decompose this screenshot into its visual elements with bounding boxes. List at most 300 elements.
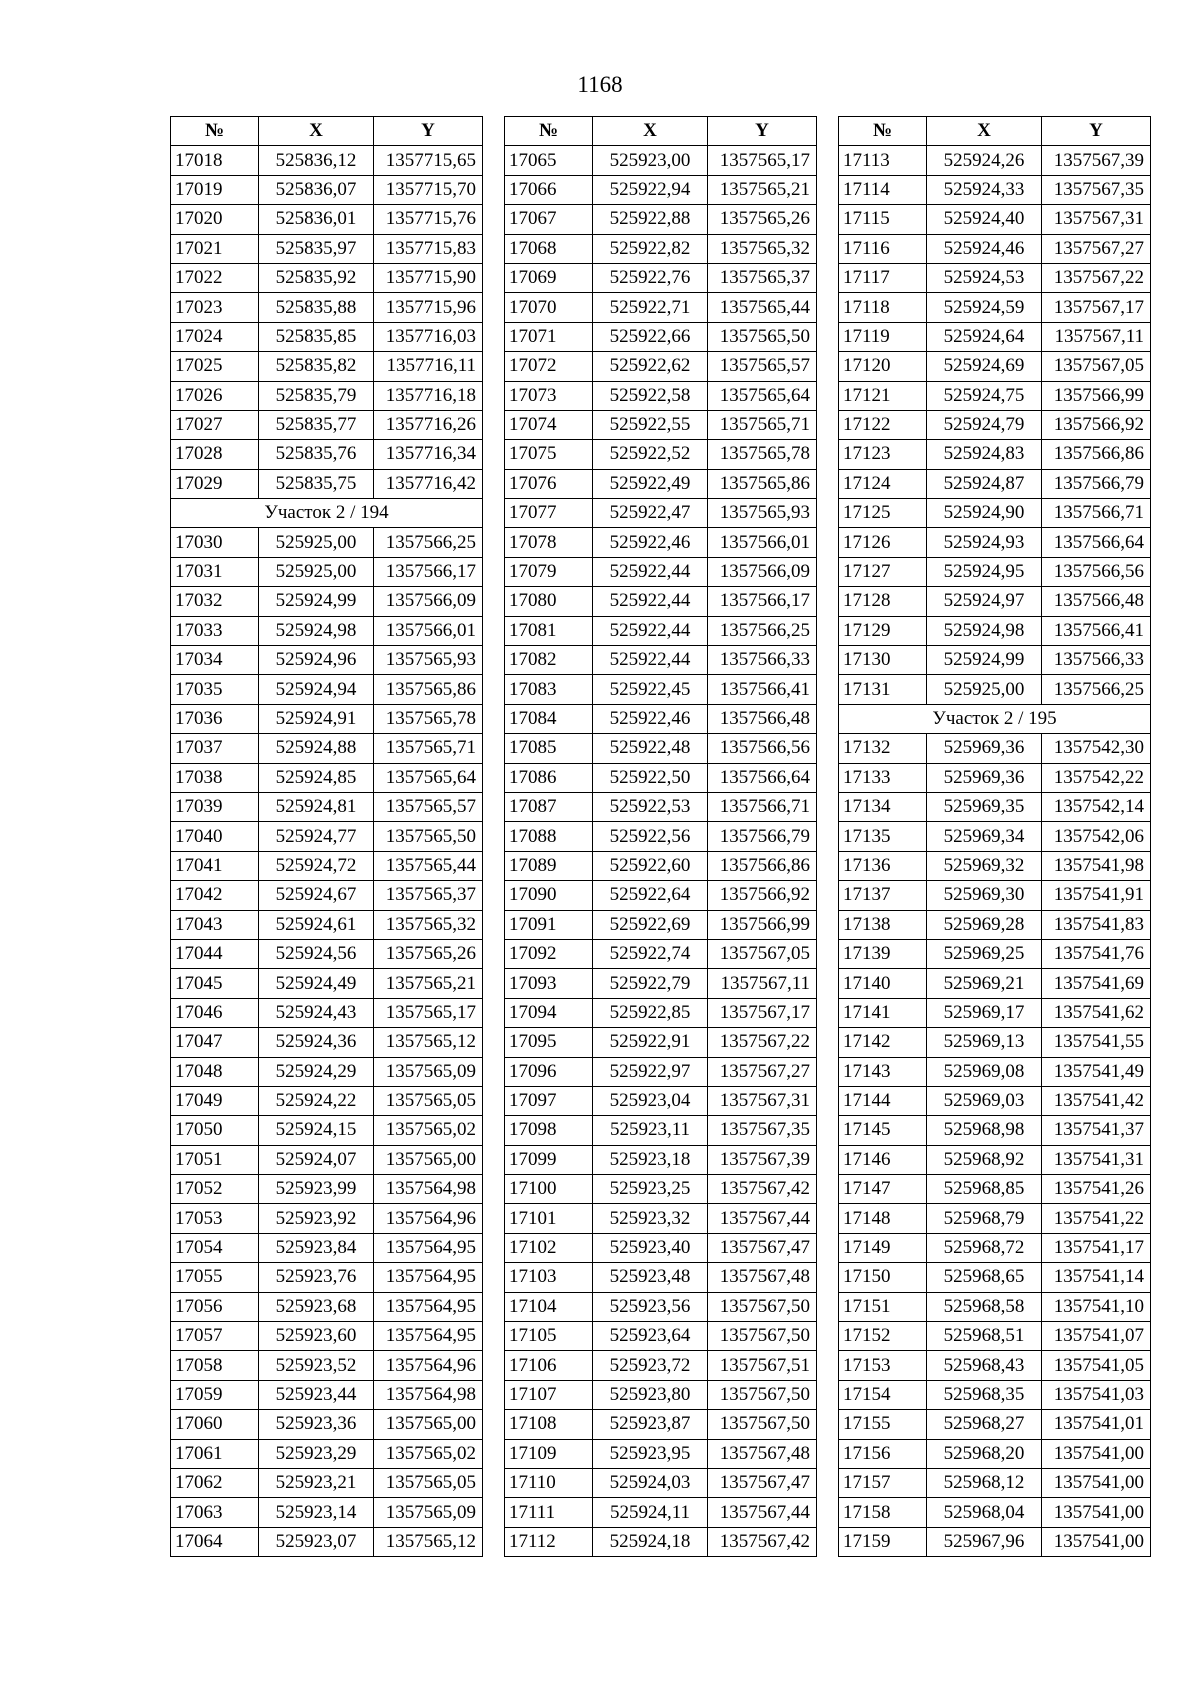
table-row — [839, 293, 1151, 322]
table-row — [505, 675, 817, 704]
table-row — [171, 881, 483, 910]
table-row — [171, 734, 483, 763]
point-number-cell: 17099 — [505, 1145, 593, 1174]
table-row — [505, 587, 817, 616]
x-coordinate-cell: 525835,79 — [259, 381, 374, 410]
header-x: X — [927, 117, 1042, 146]
y-coordinate-cell: 1357565,09 — [374, 1498, 483, 1527]
point-number-cell: 17024 — [171, 322, 259, 351]
point-number-cell: 17027 — [171, 410, 259, 439]
point-number-cell: 17072 — [505, 352, 593, 381]
table-row — [839, 1175, 1151, 1204]
point-number-cell: 17074 — [505, 410, 593, 439]
point-number-cell: 17112 — [505, 1527, 593, 1556]
table-row — [505, 792, 817, 821]
y-coordinate-cell: 1357542,06 — [1042, 822, 1151, 851]
x-coordinate-cell: 525835,92 — [259, 263, 374, 292]
x-coordinate-cell: 525924,90 — [927, 499, 1042, 528]
x-coordinate-cell: 525922,69 — [593, 910, 708, 939]
point-number-cell: 17077 — [505, 499, 593, 528]
x-coordinate-cell: 525924,22 — [259, 1086, 374, 1115]
point-number-cell: 17138 — [839, 910, 927, 939]
y-coordinate-cell: 1357565,93 — [708, 499, 817, 528]
x-coordinate-cell: 525924,40 — [927, 205, 1042, 234]
point-number-cell: 17019 — [171, 175, 259, 204]
y-coordinate-cell: 1357566,33 — [1042, 646, 1151, 675]
point-number-cell: 17125 — [839, 499, 927, 528]
y-coordinate-cell: 1357541,01 — [1042, 1410, 1151, 1439]
y-coordinate-cell: 1357715,83 — [374, 234, 483, 263]
y-coordinate-cell: 1357541,07 — [1042, 1322, 1151, 1351]
point-number-cell: 17118 — [839, 293, 927, 322]
x-coordinate-cell: 525923,40 — [593, 1233, 708, 1262]
table-row — [505, 998, 817, 1027]
coordinate-table-1 — [170, 116, 483, 1557]
table-row — [839, 1057, 1151, 1086]
x-coordinate-cell: 525924,36 — [259, 1028, 374, 1057]
point-number-cell: 17157 — [839, 1468, 927, 1497]
table-row — [505, 234, 817, 263]
x-coordinate-cell: 525924,93 — [927, 528, 1042, 557]
table-row — [839, 1439, 1151, 1468]
x-coordinate-cell: 525922,94 — [593, 175, 708, 204]
y-coordinate-cell: 1357565,44 — [708, 293, 817, 322]
table-row — [171, 1468, 483, 1497]
point-number-cell: 17073 — [505, 381, 593, 410]
table-row — [171, 1527, 483, 1556]
table-row — [171, 587, 483, 616]
point-number-cell: 17039 — [171, 792, 259, 821]
y-coordinate-cell: 1357541,69 — [1042, 969, 1151, 998]
table-row — [839, 1322, 1151, 1351]
x-coordinate-cell: 525836,07 — [259, 175, 374, 204]
y-coordinate-cell: 1357566,48 — [708, 704, 817, 733]
point-number-cell: 17102 — [505, 1233, 593, 1262]
point-number-cell: 17033 — [171, 616, 259, 645]
x-coordinate-cell: 525922,82 — [593, 234, 708, 263]
point-number-cell: 17021 — [171, 234, 259, 263]
point-number-cell: 17023 — [171, 293, 259, 322]
table-header-row — [839, 117, 1151, 146]
x-coordinate-cell: 525923,21 — [259, 1468, 374, 1497]
table-row — [839, 763, 1151, 792]
y-coordinate-cell: 1357541,91 — [1042, 881, 1151, 910]
x-coordinate-cell: 525924,18 — [593, 1527, 708, 1556]
point-number-cell: 17088 — [505, 822, 593, 851]
table-row — [839, 587, 1151, 616]
point-number-cell: 17129 — [839, 616, 927, 645]
point-number-cell: 17139 — [839, 939, 927, 968]
table-row — [171, 1028, 483, 1057]
point-number-cell: 17044 — [171, 939, 259, 968]
table-row — [505, 822, 817, 851]
x-coordinate-cell: 525924,64 — [927, 322, 1042, 351]
point-number-cell: 17106 — [505, 1351, 593, 1380]
point-number-cell: 17093 — [505, 969, 593, 998]
x-coordinate-cell: 525968,72 — [927, 1233, 1042, 1262]
y-coordinate-cell: 1357565,09 — [374, 1057, 483, 1086]
point-number-cell: 17144 — [839, 1086, 927, 1115]
point-number-cell: 17043 — [171, 910, 259, 939]
table-row — [171, 998, 483, 1027]
table-row — [505, 146, 817, 175]
table-header-row — [171, 117, 483, 146]
y-coordinate-cell: 1357567,31 — [708, 1086, 817, 1115]
table-row — [505, 1380, 817, 1409]
point-number-cell: 17140 — [839, 969, 927, 998]
point-number-cell: 17098 — [505, 1116, 593, 1145]
table-row — [171, 352, 483, 381]
y-coordinate-cell: 1357566,09 — [708, 557, 817, 586]
x-coordinate-cell: 525922,52 — [593, 440, 708, 469]
table-row — [505, 322, 817, 351]
table-row — [839, 528, 1151, 557]
y-coordinate-cell: 1357567,17 — [1042, 293, 1151, 322]
y-coordinate-cell: 1357565,12 — [374, 1028, 483, 1057]
y-coordinate-cell: 1357564,95 — [374, 1322, 483, 1351]
table-row — [505, 704, 817, 733]
table-row — [839, 263, 1151, 292]
point-number-cell: 17149 — [839, 1233, 927, 1262]
table-row — [839, 1086, 1151, 1115]
table-row — [171, 1292, 483, 1321]
table-row — [839, 1204, 1151, 1233]
x-coordinate-cell: 525835,97 — [259, 234, 374, 263]
table-row — [171, 322, 483, 351]
y-coordinate-cell: 1357565,37 — [708, 263, 817, 292]
table-row — [171, 557, 483, 586]
table-row — [171, 675, 483, 704]
point-number-cell: 17046 — [171, 998, 259, 1027]
point-number-cell: 17049 — [171, 1086, 259, 1115]
point-number-cell: 17076 — [505, 469, 593, 498]
header-x: X — [593, 117, 708, 146]
x-coordinate-cell: 525922,44 — [593, 557, 708, 586]
x-coordinate-cell: 525922,47 — [593, 499, 708, 528]
y-coordinate-cell: 1357716,42 — [374, 469, 483, 498]
y-coordinate-cell: 1357565,57 — [374, 792, 483, 821]
x-coordinate-cell: 525924,94 — [259, 675, 374, 704]
y-coordinate-cell: 1357566,25 — [374, 528, 483, 557]
y-coordinate-cell: 1357565,86 — [374, 675, 483, 704]
point-number-cell: 17089 — [505, 851, 593, 880]
point-number-cell: 17048 — [171, 1057, 259, 1086]
x-coordinate-cell: 525923,52 — [259, 1351, 374, 1380]
point-number-cell: 17030 — [171, 528, 259, 557]
table-row — [505, 528, 817, 557]
point-number-cell: 17094 — [505, 998, 593, 1027]
table-row — [839, 1527, 1151, 1556]
point-number-cell: 17083 — [505, 675, 593, 704]
y-coordinate-cell: 1357565,64 — [708, 381, 817, 410]
point-number-cell: 17154 — [839, 1380, 927, 1409]
y-coordinate-cell: 1357566,79 — [1042, 469, 1151, 498]
y-coordinate-cell: 1357541,00 — [1042, 1468, 1151, 1497]
point-number-cell: 17134 — [839, 792, 927, 821]
table-row — [839, 1351, 1151, 1380]
y-coordinate-cell: 1357565,32 — [708, 234, 817, 263]
y-coordinate-cell: 1357567,44 — [708, 1498, 817, 1527]
y-coordinate-cell: 1357566,92 — [1042, 410, 1151, 439]
y-coordinate-cell: 1357567,05 — [1042, 352, 1151, 381]
x-coordinate-cell: 525924,85 — [259, 763, 374, 792]
point-number-cell: 17156 — [839, 1439, 927, 1468]
table-row — [839, 440, 1151, 469]
x-coordinate-cell: 525923,36 — [259, 1410, 374, 1439]
x-coordinate-cell: 525922,88 — [593, 205, 708, 234]
point-number-cell: 17061 — [171, 1439, 259, 1468]
table-row — [839, 469, 1151, 498]
x-coordinate-cell: 525968,65 — [927, 1263, 1042, 1292]
y-coordinate-cell: 1357567,50 — [708, 1292, 817, 1321]
table-row — [505, 410, 817, 439]
y-coordinate-cell: 1357565,86 — [708, 469, 817, 498]
table-row — [505, 1233, 817, 1262]
point-number-cell: 17067 — [505, 205, 593, 234]
x-coordinate-cell: 525923,32 — [593, 1204, 708, 1233]
x-coordinate-cell: 525924,49 — [259, 969, 374, 998]
point-number-cell: 17045 — [171, 969, 259, 998]
point-number-cell: 17158 — [839, 1498, 927, 1527]
point-number-cell: 17126 — [839, 528, 927, 557]
x-coordinate-cell: 525924,69 — [927, 352, 1042, 381]
y-coordinate-cell: 1357564,95 — [374, 1292, 483, 1321]
y-coordinate-cell: 1357565,57 — [708, 352, 817, 381]
y-coordinate-cell: 1357541,17 — [1042, 1233, 1151, 1262]
table-row — [505, 352, 817, 381]
table-row — [839, 1263, 1151, 1292]
x-coordinate-cell: 525922,53 — [593, 792, 708, 821]
x-coordinate-cell: 525969,32 — [927, 851, 1042, 880]
x-coordinate-cell: 525925,00 — [259, 557, 374, 586]
x-coordinate-cell: 525923,00 — [593, 146, 708, 175]
table-row — [171, 939, 483, 968]
x-coordinate-cell: 525924,11 — [593, 1498, 708, 1527]
y-coordinate-cell: 1357566,86 — [708, 851, 817, 880]
point-number-cell: 17086 — [505, 763, 593, 792]
point-number-cell: 17075 — [505, 440, 593, 469]
y-coordinate-cell: 1357566,25 — [708, 616, 817, 645]
y-coordinate-cell: 1357541,37 — [1042, 1116, 1151, 1145]
x-coordinate-cell: 525969,35 — [927, 792, 1042, 821]
x-coordinate-cell: 525923,48 — [593, 1263, 708, 1292]
point-number-cell: 17141 — [839, 998, 927, 1027]
point-number-cell: 17037 — [171, 734, 259, 763]
table-row — [839, 910, 1151, 939]
y-coordinate-cell: 1357716,18 — [374, 381, 483, 410]
table-row — [171, 646, 483, 675]
table-row — [505, 1028, 817, 1057]
point-number-cell: 17122 — [839, 410, 927, 439]
point-number-cell: 17058 — [171, 1351, 259, 1380]
point-number-cell: 17104 — [505, 1292, 593, 1321]
table-row — [171, 1410, 483, 1439]
table-row — [505, 499, 817, 528]
point-number-cell: 17055 — [171, 1263, 259, 1292]
x-coordinate-cell: 525968,43 — [927, 1351, 1042, 1380]
point-number-cell: 17142 — [839, 1028, 927, 1057]
x-coordinate-cell: 525922,46 — [593, 528, 708, 557]
x-coordinate-cell: 525923,29 — [259, 1439, 374, 1468]
x-coordinate-cell: 525924,46 — [927, 234, 1042, 263]
table-row — [839, 410, 1151, 439]
x-coordinate-cell: 525924,75 — [927, 381, 1042, 410]
header-number: № — [505, 117, 593, 146]
y-coordinate-cell: 1357565,26 — [708, 205, 817, 234]
y-coordinate-cell: 1357566,56 — [1042, 557, 1151, 586]
point-number-cell: 17063 — [171, 1498, 259, 1527]
point-number-cell: 17022 — [171, 263, 259, 292]
y-coordinate-cell: 1357567,50 — [708, 1380, 817, 1409]
y-coordinate-cell: 1357565,64 — [374, 763, 483, 792]
x-coordinate-cell: 525922,48 — [593, 734, 708, 763]
x-coordinate-cell: 525924,53 — [927, 263, 1042, 292]
y-coordinate-cell: 1357567,47 — [708, 1468, 817, 1497]
table-row — [505, 851, 817, 880]
table-row — [171, 763, 483, 792]
point-number-cell: 17079 — [505, 557, 593, 586]
y-coordinate-cell: 1357566,99 — [708, 910, 817, 939]
y-coordinate-cell: 1357567,27 — [1042, 234, 1151, 263]
point-number-cell: 17115 — [839, 205, 927, 234]
x-coordinate-cell: 525969,25 — [927, 939, 1042, 968]
point-number-cell: 17069 — [505, 263, 593, 292]
y-coordinate-cell: 1357566,71 — [1042, 499, 1151, 528]
y-coordinate-cell: 1357715,65 — [374, 146, 483, 175]
table-row — [171, 234, 483, 263]
y-coordinate-cell: 1357566,33 — [708, 646, 817, 675]
x-coordinate-cell: 525924,87 — [927, 469, 1042, 498]
y-coordinate-cell: 1357565,93 — [374, 646, 483, 675]
y-coordinate-cell: 1357565,32 — [374, 910, 483, 939]
table-row — [505, 381, 817, 410]
y-coordinate-cell: 1357566,64 — [1042, 528, 1151, 557]
y-coordinate-cell: 1357541,05 — [1042, 1351, 1151, 1380]
y-coordinate-cell: 1357542,30 — [1042, 734, 1151, 763]
point-number-cell: 17133 — [839, 763, 927, 792]
point-number-cell: 17078 — [505, 528, 593, 557]
y-coordinate-cell: 1357566,71 — [708, 792, 817, 821]
y-coordinate-cell: 1357565,02 — [374, 1116, 483, 1145]
y-coordinate-cell: 1357566,64 — [708, 763, 817, 792]
x-coordinate-cell: 525922,71 — [593, 293, 708, 322]
point-number-cell: 17147 — [839, 1175, 927, 1204]
y-coordinate-cell: 1357565,05 — [374, 1468, 483, 1497]
point-number-cell: 17051 — [171, 1145, 259, 1174]
point-number-cell: 17146 — [839, 1145, 927, 1174]
x-coordinate-cell: 525922,79 — [593, 969, 708, 998]
point-number-cell: 17060 — [171, 1410, 259, 1439]
y-coordinate-cell: 1357567,44 — [708, 1204, 817, 1233]
table-row — [505, 263, 817, 292]
x-coordinate-cell: 525924,29 — [259, 1057, 374, 1086]
table-row — [505, 175, 817, 204]
point-number-cell: 17026 — [171, 381, 259, 410]
point-number-cell: 17137 — [839, 881, 927, 910]
table-row — [839, 646, 1151, 675]
y-coordinate-cell: 1357564,98 — [374, 1380, 483, 1409]
x-coordinate-cell: 525924,98 — [259, 616, 374, 645]
table-row — [505, 1263, 817, 1292]
x-coordinate-cell: 525924,83 — [927, 440, 1042, 469]
point-number-cell: 17152 — [839, 1322, 927, 1351]
point-number-cell: 17087 — [505, 792, 593, 821]
point-number-cell: 17114 — [839, 175, 927, 204]
table-row — [839, 1498, 1151, 1527]
x-coordinate-cell: 525969,21 — [927, 969, 1042, 998]
y-coordinate-cell: 1357566,99 — [1042, 381, 1151, 410]
y-coordinate-cell: 1357565,00 — [374, 1145, 483, 1174]
y-coordinate-cell: 1357542,22 — [1042, 763, 1151, 792]
x-coordinate-cell: 525923,14 — [259, 1498, 374, 1527]
point-number-cell: 17155 — [839, 1410, 927, 1439]
x-coordinate-cell: 525922,50 — [593, 763, 708, 792]
x-coordinate-cell: 525924,97 — [927, 587, 1042, 616]
x-coordinate-cell: 525923,80 — [593, 1380, 708, 1409]
y-coordinate-cell: 1357567,51 — [708, 1351, 817, 1380]
point-number-cell: 17132 — [839, 734, 927, 763]
point-number-cell: 17135 — [839, 822, 927, 851]
table-row — [505, 910, 817, 939]
y-coordinate-cell: 1357716,34 — [374, 440, 483, 469]
point-number-cell: 17038 — [171, 763, 259, 792]
y-coordinate-cell: 1357565,44 — [374, 851, 483, 880]
table-row — [171, 1498, 483, 1527]
point-number-cell: 17041 — [171, 851, 259, 880]
x-coordinate-cell: 525968,12 — [927, 1468, 1042, 1497]
x-coordinate-cell: 525922,60 — [593, 851, 708, 880]
x-coordinate-cell: 525924,91 — [259, 704, 374, 733]
x-coordinate-cell: 525924,99 — [927, 646, 1042, 675]
table-row — [171, 469, 483, 498]
y-coordinate-cell: 1357566,86 — [1042, 440, 1151, 469]
y-coordinate-cell: 1357567,22 — [708, 1028, 817, 1057]
point-number-cell: 17111 — [505, 1498, 593, 1527]
table-row — [839, 499, 1151, 528]
point-number-cell: 17040 — [171, 822, 259, 851]
table-row — [171, 1263, 483, 1292]
y-coordinate-cell: 1357567,11 — [1042, 322, 1151, 351]
y-coordinate-cell: 1357565,78 — [374, 704, 483, 733]
table-row — [839, 352, 1151, 381]
x-coordinate-cell: 525969,08 — [927, 1057, 1042, 1086]
table-row — [839, 1292, 1151, 1321]
x-coordinate-cell: 525923,44 — [259, 1380, 374, 1409]
coordinate-tables — [170, 116, 1150, 1590]
y-coordinate-cell: 1357715,76 — [374, 205, 483, 234]
x-coordinate-cell: 525924,79 — [927, 410, 1042, 439]
table-row — [839, 205, 1151, 234]
x-coordinate-cell: 525923,56 — [593, 1292, 708, 1321]
point-number-cell: 17105 — [505, 1322, 593, 1351]
y-coordinate-cell: 1357567,22 — [1042, 263, 1151, 292]
x-coordinate-cell: 525924,98 — [927, 616, 1042, 645]
y-coordinate-cell: 1357567,35 — [1042, 175, 1151, 204]
table-row — [171, 1233, 483, 1262]
y-coordinate-cell: 1357541,14 — [1042, 1263, 1151, 1292]
table-row — [505, 557, 817, 586]
point-number-cell: 17032 — [171, 587, 259, 616]
point-number-cell: 17020 — [171, 205, 259, 234]
point-number-cell: 17110 — [505, 1468, 593, 1497]
y-coordinate-cell: 1357566,56 — [708, 734, 817, 763]
y-coordinate-cell: 1357567,42 — [708, 1527, 817, 1556]
x-coordinate-cell: 525835,75 — [259, 469, 374, 498]
table-row — [505, 1439, 817, 1468]
y-coordinate-cell: 1357541,98 — [1042, 851, 1151, 880]
table-header-row — [505, 117, 817, 146]
x-coordinate-cell: 525968,35 — [927, 1380, 1042, 1409]
